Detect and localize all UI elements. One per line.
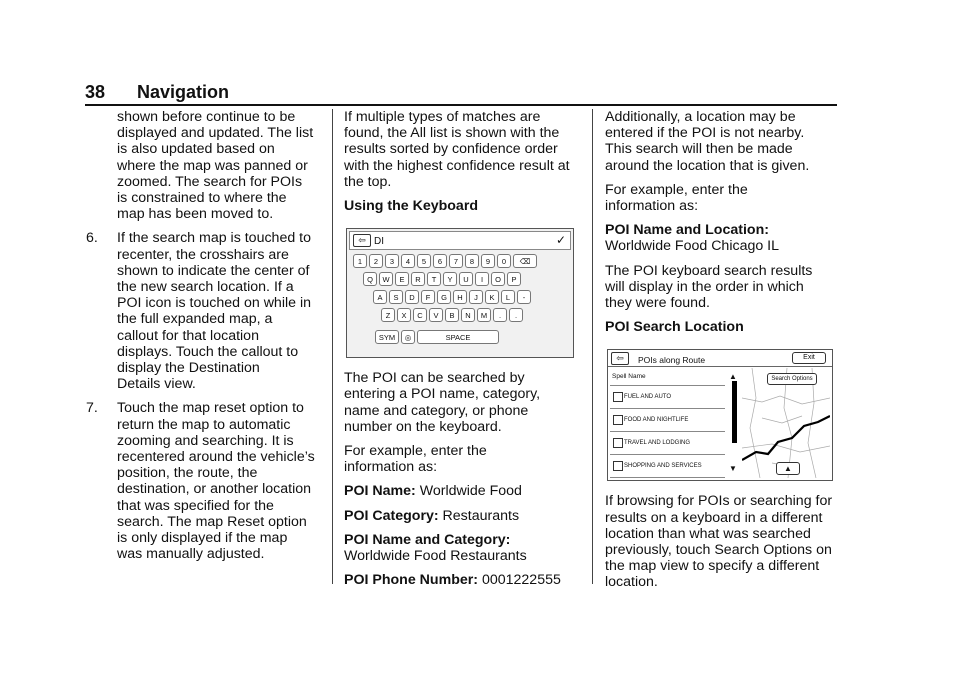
keyboard-entry-text: DI xyxy=(374,236,384,248)
key: 5 xyxy=(417,254,431,268)
key: F xyxy=(421,290,435,304)
exit-button: Exit xyxy=(792,352,826,364)
key: E xyxy=(395,272,409,286)
step-7: 7. Touch the map reset option to return the map to automatic zooming and searching. It is recentered around the vehicle’s position, the route, the destination, or another location that was specified for the search. The map Reset option is only displayed if the map was manually adjusted. xyxy=(86,400,315,563)
search-methods-paragraph: The POI can be searched by entering a POI name, category, name and category, or phone number on the keyboard. xyxy=(344,370,541,435)
key: 1 xyxy=(353,254,367,268)
additional-location-paragraph: Additionally, a location may be entered if the POI is not nearby. This search will then be made around the location that is given. xyxy=(605,109,810,174)
checkbox-icon xyxy=(613,461,623,471)
search-options-paragraph: If browsing for POIs or searching for results on a keyboard in a different location than what was searched previously, touch Search Options on the map view to specify a different location. xyxy=(605,493,833,591)
key: 3 xyxy=(385,254,399,268)
key: H xyxy=(453,290,467,304)
key: L xyxy=(501,290,515,304)
example-name-location: POI Name and Location: Worldwide Food Chicago IL xyxy=(605,222,780,255)
keyboard-entry-bar xyxy=(349,231,571,250)
results-order-paragraph: The POI keyboard search results will display in the order in which they were found. xyxy=(605,262,813,312)
step-number: 6. xyxy=(86,230,98,247)
scroll-up-icon: ▲ xyxy=(729,372,737,382)
key: 8 xyxy=(465,254,479,268)
sym-key: SYM xyxy=(375,330,399,344)
key: . xyxy=(509,308,523,322)
column-3 xyxy=(605,109,840,599)
list-item: SHOPPING AND SERVICES xyxy=(610,455,725,478)
step-number: 7. xyxy=(86,400,98,417)
column-1 xyxy=(86,109,322,570)
space-key: SPACE xyxy=(417,330,499,344)
key: R xyxy=(411,272,425,286)
list-item: TRAVEL AND LODGING xyxy=(610,432,725,455)
checkmark-icon: ✓ xyxy=(555,233,566,248)
search-options-button: Search Options xyxy=(767,373,817,385)
key: D xyxy=(405,290,419,304)
key: I xyxy=(475,272,489,286)
page-header xyxy=(85,80,837,106)
keyboard-row-qwerty xyxy=(363,272,521,286)
keyboard-figure xyxy=(346,228,574,358)
key: 7 xyxy=(449,254,463,268)
example-poi-category: POI Category: Restaurants xyxy=(344,507,520,524)
scrollbar xyxy=(729,369,739,477)
key: Q xyxy=(363,272,377,286)
poi-category-list xyxy=(610,369,725,478)
key: P xyxy=(507,272,521,286)
key: Y xyxy=(443,272,457,286)
example-phone: POI Phone Number: 0001222555 xyxy=(344,572,561,589)
checkbox-icon xyxy=(613,415,623,425)
globe-icon: ◎ xyxy=(401,330,415,344)
list-item: FUEL AND AUTO xyxy=(610,386,725,409)
checkbox-icon xyxy=(613,392,623,402)
back-arrow-icon: ⇦ xyxy=(353,234,371,247)
key: Z xyxy=(381,308,395,322)
route-line xyxy=(742,416,830,460)
back-arrow-icon: ⇦ xyxy=(611,352,629,365)
spell-name-row: Spell Name xyxy=(610,369,725,386)
key: W xyxy=(379,272,393,286)
scroll-down-icon: ▼ xyxy=(729,464,737,474)
list-item: FOOD AND NIGHTLIFE xyxy=(610,409,725,432)
key: X xyxy=(397,308,411,322)
keyboard-row-numbers xyxy=(353,254,537,268)
keyboard-row-asdf xyxy=(373,290,531,304)
key: 6 xyxy=(433,254,447,268)
column-divider xyxy=(332,109,333,584)
scroll-thumb xyxy=(732,381,737,443)
backspace-icon: ⌫ xyxy=(513,254,537,268)
key: S xyxy=(389,290,403,304)
checkbox-icon xyxy=(613,438,623,448)
keyboard-heading: Using the Keyboard xyxy=(344,198,479,215)
poi-screen-title: POIs along Route xyxy=(638,355,706,366)
step-6: 6. If the search map is touched to recenter, the crosshairs are shown to indicate the center of the new search location. If a POI icon is touched on while in the full expanded map, a callout for that location displays. Touch the callout to display the Destination Details view. xyxy=(86,230,312,393)
key: 9 xyxy=(481,254,495,268)
key: V xyxy=(429,308,443,322)
key: G xyxy=(437,290,451,304)
poi-screen-figure xyxy=(607,349,833,481)
example-name-category: POI Name and Category: Worldwide Food Restaurants xyxy=(344,531,527,565)
key: K xyxy=(485,290,499,304)
example-poi-name: POI Name: Worldwide Food xyxy=(344,483,522,500)
key: T xyxy=(427,272,441,286)
intro-paragraph: shown before continue to be displayed and updated. The list is also updated based on where the map was panned or zoomed. The search for POIs is constrained to where the map has been moved to. xyxy=(117,109,314,223)
key: O xyxy=(491,272,505,286)
example-intro: For example, enter the information as: xyxy=(344,443,487,476)
column-divider xyxy=(592,109,593,584)
search-location-heading: POI Search Location xyxy=(605,319,744,336)
key: C xyxy=(413,308,427,322)
key: 2 xyxy=(369,254,383,268)
key: . xyxy=(493,308,507,322)
key: B xyxy=(445,308,459,322)
page-number: 38 xyxy=(85,82,106,102)
keyboard-row-zxcv xyxy=(381,308,523,322)
matches-paragraph: If multiple types of matches are found, the All list is shown with the results sorted by confidence order with the highest confidence result at the top. xyxy=(344,109,570,190)
key: M xyxy=(477,308,491,322)
keyboard-row-space xyxy=(375,330,499,344)
key: J xyxy=(469,290,483,304)
example-intro: For example, enter the information as: xyxy=(605,181,748,215)
key: U xyxy=(459,272,473,286)
key: N xyxy=(461,308,475,322)
key: - xyxy=(517,290,531,304)
section-title: Navigation xyxy=(137,82,230,102)
key: 0 xyxy=(497,254,511,268)
poi-screen-header xyxy=(608,350,832,367)
key: 4 xyxy=(401,254,415,268)
center-arrow-icon: ▲ xyxy=(776,462,800,475)
column-2 xyxy=(344,109,579,596)
key: A xyxy=(373,290,387,304)
